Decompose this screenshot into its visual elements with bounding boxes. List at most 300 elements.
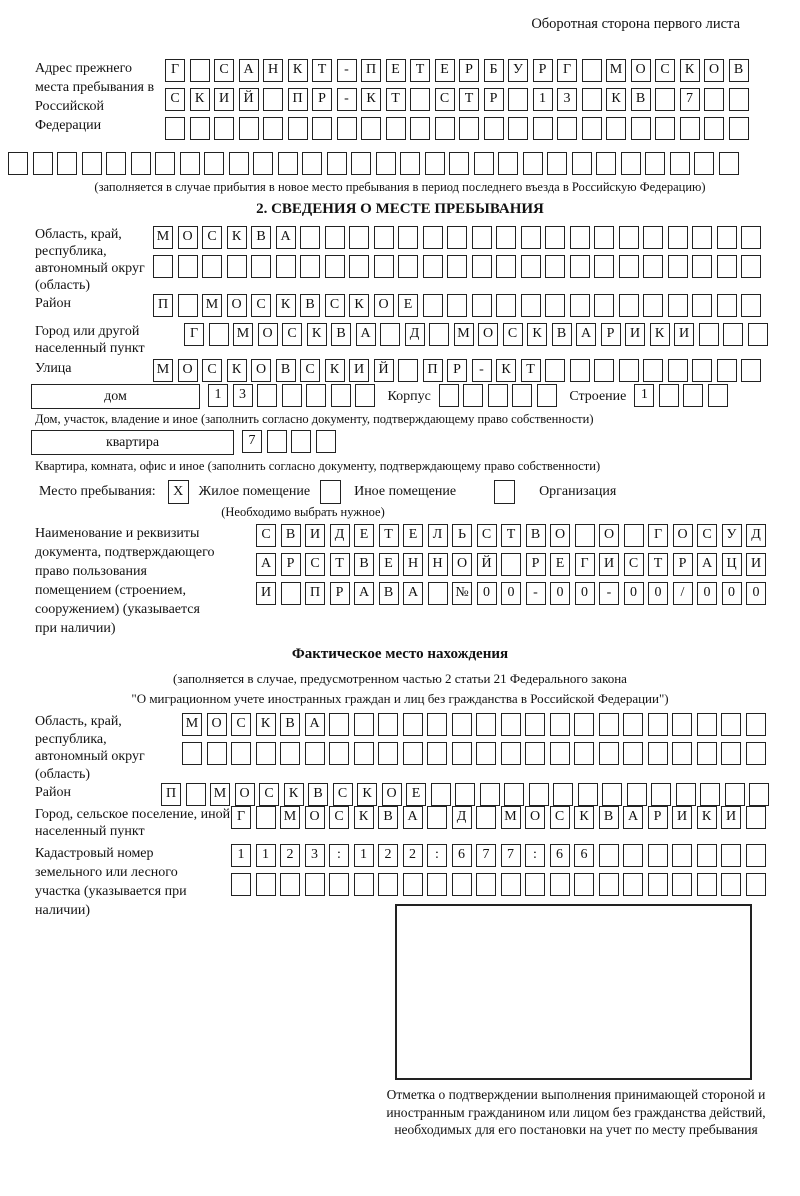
char-cell: [449, 152, 469, 175]
char-cell: О: [599, 524, 619, 547]
char-cell: [725, 783, 745, 806]
char-cell: [131, 152, 151, 175]
char-cell: [178, 255, 198, 278]
char-cell: [648, 873, 668, 896]
char-cell: В: [276, 359, 296, 382]
char-cell: [692, 226, 712, 249]
char-cell: С: [503, 323, 523, 346]
char-cell: [550, 713, 570, 736]
char-cell: [329, 742, 349, 765]
char-cell: К: [349, 294, 369, 317]
char-cell: [312, 117, 332, 140]
char-cell: [619, 255, 639, 278]
char-cell: [374, 226, 394, 249]
char-cell: [545, 226, 565, 249]
char-cell: [575, 524, 595, 547]
char-cell: [398, 226, 418, 249]
char-cell: [378, 742, 398, 765]
char-cell: [280, 742, 300, 765]
char-cell: М: [233, 323, 253, 346]
char-cell: 0: [648, 582, 668, 605]
char-cell: [550, 742, 570, 765]
char-cell: [257, 384, 277, 407]
char-cell: [182, 742, 202, 765]
char-cell: М: [202, 294, 222, 317]
char-cell: [525, 873, 545, 896]
char-cell: О: [550, 524, 570, 547]
char-cell: [496, 294, 516, 317]
char-cell: [582, 59, 602, 82]
char-cell: [423, 255, 443, 278]
char-cell: И: [599, 553, 619, 576]
stay-option-residential-checkbox: X: [168, 480, 189, 504]
document-field: [8, 524, 792, 638]
char-cell: О: [207, 713, 227, 736]
char-cell: [574, 742, 594, 765]
char-cell: [525, 742, 545, 765]
char-cell: К: [361, 88, 381, 111]
char-cell: /: [673, 582, 693, 605]
prev-address-caption: (заполняется в случае прибытия в новое место пребывания в период последнего въезда в Российскую Федерацию): [94, 180, 706, 194]
stay-type-label: Место пребывания:: [39, 484, 156, 499]
char-cell: Р: [447, 359, 467, 382]
char-cell: [476, 873, 496, 896]
char-cell: 0: [746, 582, 766, 605]
char-cell: [582, 117, 602, 140]
char-cell: [717, 226, 737, 249]
char-cell: Р: [673, 553, 693, 576]
char-cell: [697, 844, 717, 867]
char-cell: В: [631, 88, 651, 111]
actual-city-row: [231, 806, 770, 829]
char-cell: С: [550, 806, 570, 829]
char-cell: [186, 783, 206, 806]
char-cell: Д: [452, 806, 472, 829]
char-cell: [668, 359, 688, 382]
char-cell: [403, 713, 423, 736]
char-cell: П: [161, 783, 181, 806]
char-cell: 0: [624, 582, 644, 605]
char-cell: [180, 152, 200, 175]
char-cell: В: [251, 226, 271, 249]
char-cell: А: [623, 806, 643, 829]
char-cell: [623, 844, 643, 867]
actual-city-field: [8, 806, 792, 840]
char-cell: К: [357, 783, 377, 806]
char-cell: [723, 323, 743, 346]
char-cell: С: [214, 59, 234, 82]
char-cell: [452, 742, 472, 765]
char-cell: [452, 873, 472, 896]
char-cell: [594, 226, 614, 249]
char-cell: [267, 430, 287, 453]
char-cell: [627, 783, 647, 806]
char-cell: Б: [484, 59, 504, 82]
char-cell: А: [256, 553, 276, 576]
char-cell: 0: [575, 582, 595, 605]
char-cell: К: [574, 806, 594, 829]
char-cell: Е: [354, 524, 374, 547]
char-cell: В: [552, 323, 572, 346]
char-cell: [427, 806, 447, 829]
char-cell: [643, 255, 663, 278]
char-cell: [327, 152, 347, 175]
char-cell: [582, 88, 602, 111]
char-cell: [288, 117, 308, 140]
char-cell: 1: [533, 88, 553, 111]
char-cell: С: [333, 783, 353, 806]
char-cell: [721, 873, 741, 896]
char-cell: [231, 873, 251, 896]
char-cell: 1: [231, 844, 251, 867]
char-cell: Т: [501, 524, 521, 547]
char-cell: [648, 713, 668, 736]
document-row-3: [256, 582, 771, 605]
region-grid: [153, 226, 766, 284]
char-cell: [447, 255, 467, 278]
actual-region-grid: [182, 713, 770, 771]
stay-option-other-checkbox: [320, 480, 341, 504]
char-cell: К: [227, 359, 247, 382]
char-cell: В: [599, 806, 619, 829]
char-cell: [400, 152, 420, 175]
char-cell: [349, 255, 369, 278]
char-cell: К: [354, 806, 374, 829]
char-cell: [282, 384, 302, 407]
char-cell: [741, 255, 761, 278]
char-cell: :: [427, 844, 447, 867]
char-cell: С: [305, 553, 325, 576]
house-caption: Дом, участок, владение и иное (заполнить согласно документу, подтверждающему право собственности): [35, 412, 594, 426]
char-cell: К: [227, 226, 247, 249]
char-cell: [596, 152, 616, 175]
char-cell: [574, 713, 594, 736]
char-cell: С: [202, 226, 222, 249]
char-cell: [602, 783, 622, 806]
char-cell: Т: [459, 88, 479, 111]
char-cell: [599, 713, 619, 736]
document-row-1: [256, 524, 771, 547]
char-cell: Г: [231, 806, 251, 829]
char-cell: [435, 117, 455, 140]
char-cell: [697, 713, 717, 736]
char-cell: [648, 844, 668, 867]
char-cell: [746, 742, 766, 765]
char-cell: М: [153, 226, 173, 249]
char-cell: [427, 713, 447, 736]
char-cell: [251, 255, 271, 278]
char-cell: [717, 359, 737, 382]
char-cell: [570, 359, 590, 382]
char-cell: [670, 152, 690, 175]
char-cell: И: [214, 88, 234, 111]
actual-district-label: Район: [35, 785, 71, 800]
char-cell: [227, 255, 247, 278]
char-cell: [501, 873, 521, 896]
char-cell: [380, 323, 400, 346]
cadastral-row-2: [231, 873, 770, 896]
char-cell: [508, 117, 528, 140]
char-cell: [378, 713, 398, 736]
char-cell: 2: [378, 844, 398, 867]
char-cell: П: [423, 359, 443, 382]
char-cell: Л: [428, 524, 448, 547]
char-cell: О: [178, 359, 198, 382]
char-cell: [606, 117, 626, 140]
cadastral-grid: [231, 844, 770, 902]
char-cell: [300, 226, 320, 249]
char-cell: О: [478, 323, 498, 346]
stroenie-cells: [634, 384, 732, 407]
char-cell: 1: [634, 384, 654, 407]
char-cell: Н: [403, 553, 423, 576]
char-cell: В: [378, 806, 398, 829]
char-cell: [643, 359, 663, 382]
char-cell: С: [165, 88, 185, 111]
region-field: [8, 226, 792, 294]
actual-district-field: [8, 783, 792, 806]
char-cell: [378, 873, 398, 896]
prev-address-label: Адрес прежнего места пребывания в Российской Федерации: [35, 61, 155, 133]
char-cell: [501, 553, 521, 576]
char-cell: Р: [312, 88, 332, 111]
char-cell: Е: [406, 783, 426, 806]
region-label: Область, край, республика, автономный округ (область): [35, 227, 145, 293]
char-cell: [474, 152, 494, 175]
document-grid: [256, 524, 771, 611]
house-row: [31, 384, 792, 409]
char-cell: 6: [452, 844, 472, 867]
char-cell: Н: [263, 59, 283, 82]
char-cell: [672, 742, 692, 765]
char-cell: [214, 117, 234, 140]
char-cell: [82, 152, 102, 175]
char-cell: [472, 294, 492, 317]
char-cell: [721, 742, 741, 765]
char-cell: О: [673, 524, 693, 547]
char-cell: А: [276, 226, 296, 249]
char-cell: С: [325, 294, 345, 317]
actual-region-field: [8, 713, 792, 783]
char-cell: Ь: [452, 524, 472, 547]
char-cell: И: [625, 323, 645, 346]
char-cell: [476, 713, 496, 736]
char-cell: В: [281, 524, 301, 547]
char-cell: К: [288, 59, 308, 82]
char-cell: 6: [574, 844, 594, 867]
char-cell: [355, 384, 375, 407]
char-cell: [263, 88, 283, 111]
char-cell: [545, 359, 565, 382]
char-cell: С: [477, 524, 497, 547]
char-cell: [619, 294, 639, 317]
char-cell: [599, 742, 619, 765]
char-cell: Т: [648, 553, 668, 576]
char-cell: К: [276, 294, 296, 317]
char-cell: [276, 255, 296, 278]
char-cell: [659, 384, 679, 407]
char-cell: [305, 873, 325, 896]
char-cell: Д: [746, 524, 766, 547]
district-row: [153, 294, 766, 317]
char-cell: М: [153, 359, 173, 382]
back-side-note: Оборотная сторона первого листа: [531, 16, 740, 32]
char-cell: У: [722, 524, 742, 547]
char-cell: [621, 152, 641, 175]
char-cell: С: [655, 59, 675, 82]
char-cell: [501, 742, 521, 765]
char-cell: [550, 873, 570, 896]
char-cell: К: [697, 806, 717, 829]
char-cell: Т: [521, 359, 541, 382]
char-cell: [683, 384, 703, 407]
char-cell: [204, 152, 224, 175]
char-cell: [668, 294, 688, 317]
district-field: [8, 294, 792, 317]
char-cell: Е: [435, 59, 455, 82]
stay-option-other-label: Иное помещение: [354, 484, 457, 499]
char-cell: [459, 117, 479, 140]
char-cell: [501, 713, 521, 736]
char-cell: 7: [501, 844, 521, 867]
char-cell: В: [280, 713, 300, 736]
city-field: [8, 323, 792, 357]
char-cell: [704, 88, 724, 111]
char-cell: [229, 152, 249, 175]
char-cell: Е: [403, 524, 423, 547]
char-cell: Р: [526, 553, 546, 576]
char-cell: 1: [208, 384, 228, 407]
char-cell: Р: [648, 806, 668, 829]
char-cell: [398, 255, 418, 278]
char-cell: С: [624, 553, 644, 576]
char-cell: [557, 117, 577, 140]
char-cell: К: [496, 359, 516, 382]
char-cell: Т: [312, 59, 332, 82]
char-cell: К: [284, 783, 304, 806]
prev-address-row-4: [8, 152, 792, 175]
char-cell: [545, 294, 565, 317]
char-cell: [239, 117, 259, 140]
char-cell: [431, 783, 451, 806]
char-cell: [717, 294, 737, 317]
char-cell: [594, 255, 614, 278]
char-cell: [476, 742, 496, 765]
char-cell: О: [382, 783, 402, 806]
char-cell: [190, 117, 210, 140]
char-cell: [374, 255, 394, 278]
street-label: Улица: [35, 361, 72, 376]
char-cell: [410, 88, 430, 111]
char-cell: [547, 152, 567, 175]
char-cell: [537, 384, 557, 407]
char-cell: [484, 117, 504, 140]
char-cell: [708, 384, 728, 407]
char-cell: 0: [697, 582, 717, 605]
char-cell: С: [231, 713, 251, 736]
char-cell: [529, 783, 549, 806]
char-cell: [572, 152, 592, 175]
char-cell: [570, 226, 590, 249]
apartment-caption: Квартира, комната, офис и иное (заполнить согласно документу, подтверждающему право собственности): [35, 459, 601, 473]
char-cell: [496, 255, 516, 278]
char-cell: [680, 117, 700, 140]
char-cell: [648, 742, 668, 765]
char-cell: [672, 844, 692, 867]
char-cell: [155, 152, 175, 175]
char-cell: [302, 152, 322, 175]
actual-region-row-2: [182, 742, 770, 765]
char-cell: [643, 294, 663, 317]
char-cell: 3: [557, 88, 577, 111]
char-cell: К: [650, 323, 670, 346]
char-cell: С: [329, 806, 349, 829]
char-cell: Г: [165, 59, 185, 82]
char-cell: С: [282, 323, 302, 346]
section2-title: 2. СВЕДЕНИЯ О МЕСТЕ ПРЕБЫВАНИЯ: [256, 201, 544, 217]
char-cell: [351, 152, 371, 175]
char-cell: В: [526, 524, 546, 547]
char-cell: [476, 806, 496, 829]
char-cell: [305, 742, 325, 765]
char-cell: 3: [233, 384, 253, 407]
char-cell: [361, 117, 381, 140]
char-cell: О: [525, 806, 545, 829]
actual-location-subtitle-2: "О миграционном учете иностранных граждан и лиц без гражданства в Российской Федерации"): [131, 691, 669, 706]
char-cell: А: [576, 323, 596, 346]
confirmation-stamp-caption: Отметка о подтверждении выполнения принимающей стороной и иностранным гражданином или лицом без гражданства действий, необходимых для его постановки на учет по месту пребывания: [386, 1087, 766, 1137]
prev-address-grid: [165, 59, 753, 146]
char-cell: [455, 783, 475, 806]
stroenie-label: Строение: [569, 389, 627, 404]
char-cell: И: [674, 323, 694, 346]
char-cell: И: [305, 524, 325, 547]
char-cell: [533, 117, 553, 140]
char-cell: П: [305, 582, 325, 605]
char-cell: [721, 713, 741, 736]
char-cell: 7: [242, 430, 262, 453]
char-cell: 2: [280, 844, 300, 867]
char-cell: [439, 384, 459, 407]
district-label: Район: [35, 296, 71, 311]
char-cell: О: [258, 323, 278, 346]
char-cell: [410, 117, 430, 140]
char-cell: [202, 255, 222, 278]
char-cell: М: [606, 59, 626, 82]
char-cell: [280, 873, 300, 896]
actual-location-subtitle-1: (заполняется в случае, предусмотренном частью 2 статьи 21 Федерального закона: [173, 671, 627, 686]
char-cell: [668, 226, 688, 249]
document-row-2: [256, 553, 771, 576]
apartment-cells: [242, 430, 340, 453]
char-cell: [523, 152, 543, 175]
char-cell: [746, 806, 766, 829]
char-cell: О: [374, 294, 394, 317]
char-cell: Й: [374, 359, 394, 382]
char-cell: [429, 323, 449, 346]
char-cell: П: [361, 59, 381, 82]
char-cell: Г: [557, 59, 577, 82]
char-cell: Е: [386, 59, 406, 82]
char-cell: Т: [386, 88, 406, 111]
city-label: Город или другой населенный пункт: [35, 324, 145, 356]
char-cell: Е: [398, 294, 418, 317]
char-cell: [190, 59, 210, 82]
stay-type-hint: (Необходимо выбрать нужное): [221, 505, 385, 519]
char-cell: П: [153, 294, 173, 317]
char-cell: 0: [550, 582, 570, 605]
char-cell: [178, 294, 198, 317]
